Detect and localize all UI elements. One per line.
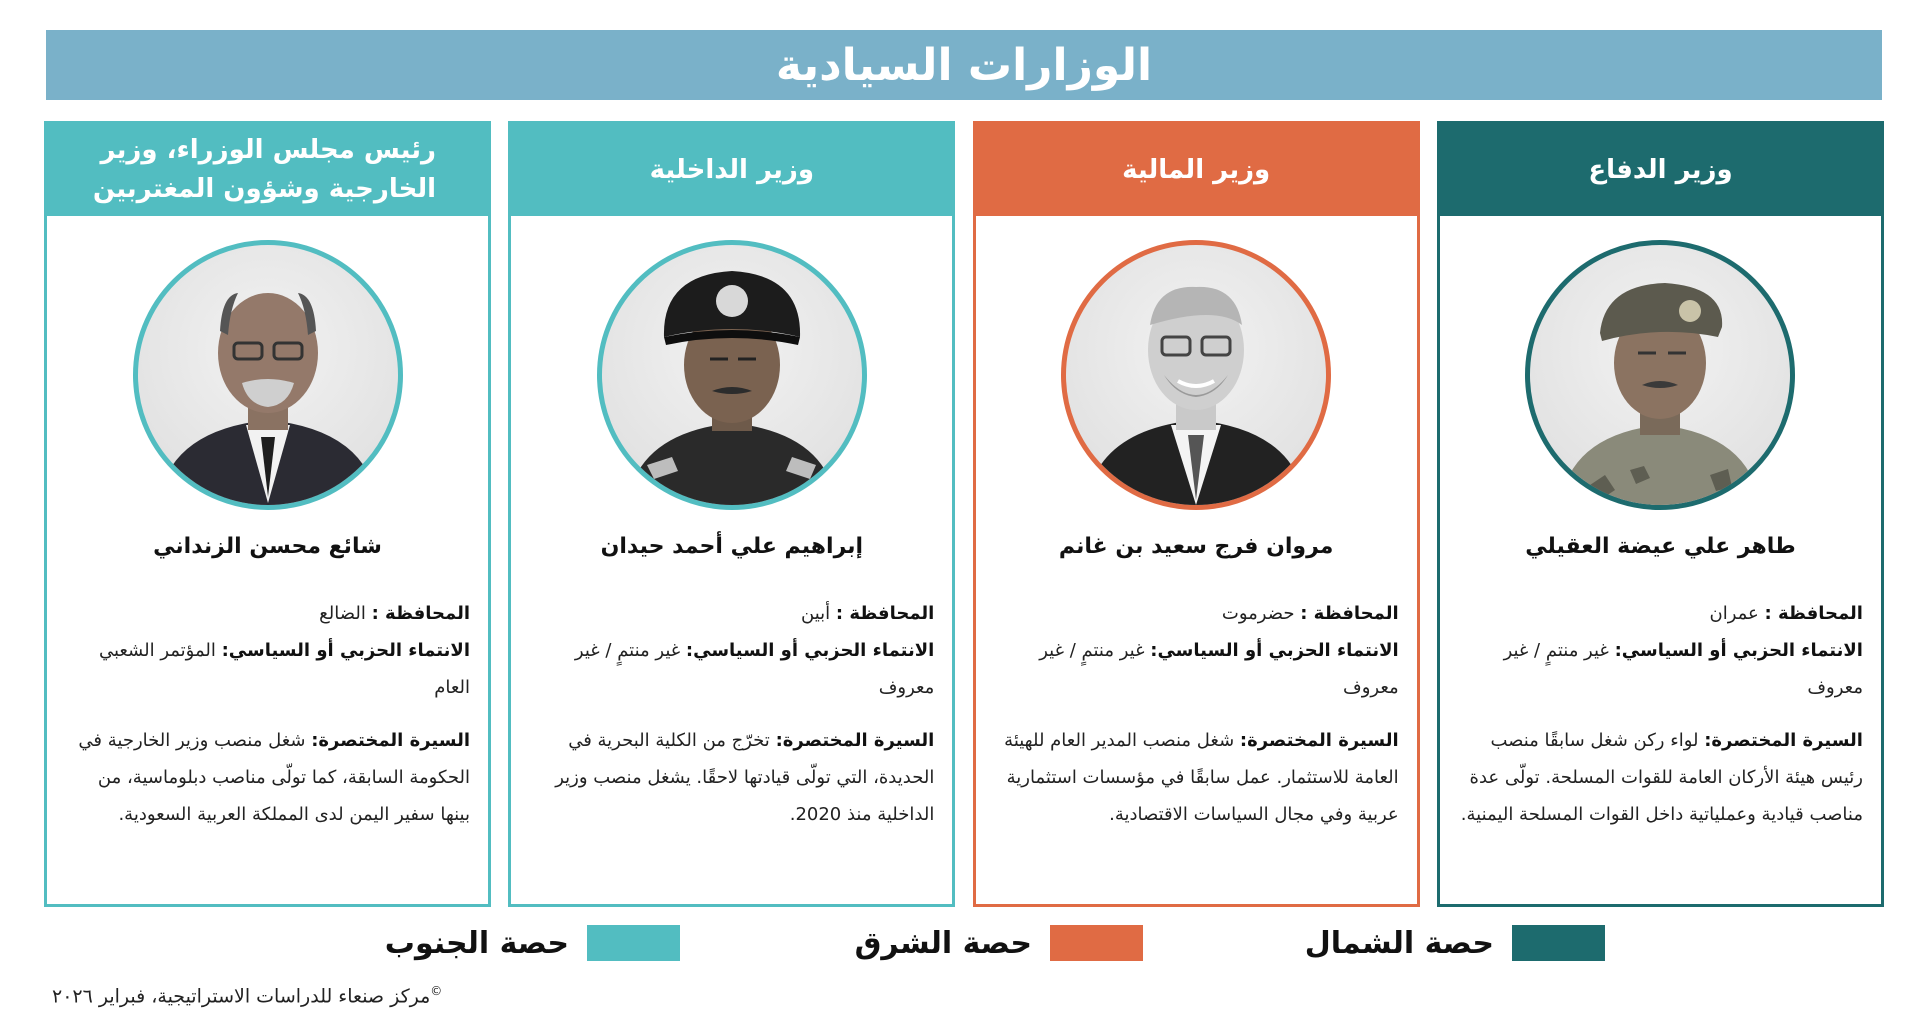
portrait-photo	[1525, 240, 1795, 510]
title-banner	[46, 30, 1882, 100]
affiliation-value: المؤتمر الشعبي العام	[98, 640, 470, 698]
card-defense-minister	[1437, 121, 1884, 907]
minister-info	[529, 595, 934, 833]
bio-label: السيرة المختصرة:	[311, 730, 470, 751]
affiliation-label: الانتماء الحزبي أو السياسي:	[685, 640, 935, 661]
bio-text: لواء ركن شغل سابقًا منصب رئيس هيئة الأركان العامة للقوات المسلحة. تولّى عدة مناصب قيادية وعملياتية داخل القوات المسلحة اليمنية.	[1460, 730, 1863, 825]
governorate-label: المحافظة :	[835, 603, 935, 624]
affiliation-label: الانتماء الحزبي أو السياسي:	[221, 640, 470, 661]
legend-swatch	[1050, 925, 1143, 961]
minister-info	[1458, 595, 1863, 833]
governorate-value: الضالع	[319, 603, 366, 624]
legend-item-east	[855, 924, 1143, 962]
governorate-label: المحافظة :	[371, 603, 470, 624]
card-title: وزير الداخلية	[511, 124, 952, 216]
legend	[0, 924, 1920, 964]
affiliation-value: غير منتمٍ / غير معروف	[574, 640, 935, 698]
source-credit	[52, 984, 442, 1007]
minister-info	[994, 595, 1399, 833]
bio-text: تخرّج من الكلية البحرية في الحديدة، التي تولّى قيادتها لاحقًا. يشغل منصب وزير الداخلية منذ 2020.	[555, 730, 935, 825]
card-title: وزير المالية	[976, 124, 1417, 216]
minister-name: طاهر علي عيضة العقيلي	[1525, 534, 1796, 559]
minister-name: إبراهيم علي أحمد حيدان	[600, 534, 864, 559]
suit-portrait-icon	[1066, 245, 1326, 505]
legend-swatch	[1512, 925, 1605, 961]
legend-item-north	[1305, 924, 1605, 962]
minister-info	[65, 595, 470, 833]
military-portrait-icon	[1530, 245, 1790, 505]
minister-name: شائع محسن الزنداني	[153, 534, 382, 559]
credit-text: مركز صنعاء للدراسات الاستراتيجية، فبراير ٢٠٢٦	[52, 985, 431, 1008]
portrait-photo	[1061, 240, 1331, 510]
affiliation-value: غير منتمٍ / غير معروف	[1503, 640, 1863, 698]
legend-item-south	[385, 924, 680, 962]
affiliation-label: الانتماء الحزبي أو السياسي:	[1614, 640, 1863, 661]
bio-label: السيرة المختصرة:	[775, 730, 935, 751]
bio-text: شغل منصب المدير العام للهيئة العامة للاستثمار. عمل سابقًا في مؤسسات استثمارية عربية وفي مجال السياسات الاقتصادية.	[1004, 730, 1399, 825]
portrait-photo	[597, 240, 867, 510]
governorate-value: أبين	[801, 603, 831, 624]
card-title: وزير الدفاع	[1440, 124, 1881, 216]
governorate-value: عمران	[1709, 603, 1759, 624]
legend-label: حصة الجنوب	[384, 925, 569, 961]
page-title: الوزارات السيادية	[775, 39, 1153, 91]
bio-text: شغل منصب وزير الخارجية في الحكومة السابقة، كما تولّى مناصب دبلوماسية، من بينها سفير اليمن لدى المملكة العربية السعودية.	[78, 730, 470, 825]
governorate-label: المحافظة :	[1300, 603, 1399, 624]
card-title: رئيس مجلس الوزراء، وزير الخارجية وشؤون المغتربين	[47, 124, 488, 216]
governorate-label: المحافظة :	[1764, 603, 1863, 624]
affiliation-label: الانتماء الحزبي أو السياسي:	[1150, 640, 1399, 661]
legend-label: حصة الشمال	[1304, 925, 1494, 961]
minister-name: مروان فرج سعيد بن غانم	[1058, 534, 1334, 559]
affiliation-value: غير منتمٍ / غير معروف	[1039, 640, 1399, 698]
uniform-portrait-icon	[602, 245, 862, 505]
card-finance-minister	[973, 121, 1420, 907]
bio-label: السيرة المختصرة:	[1239, 730, 1399, 751]
governorate-value: حضرموت	[1221, 603, 1295, 624]
legend-swatch	[587, 925, 680, 961]
portrait-photo	[133, 240, 403, 510]
bio-label: السيرة المختصرة:	[1704, 730, 1863, 751]
copyright-symbol: ©	[430, 984, 443, 998]
suit-portrait-icon	[138, 245, 398, 505]
card-prime-minister	[44, 121, 491, 907]
card-interior-minister	[508, 121, 955, 907]
ministers-cards	[44, 121, 1884, 907]
legend-label: حصة الشرق	[854, 925, 1032, 961]
